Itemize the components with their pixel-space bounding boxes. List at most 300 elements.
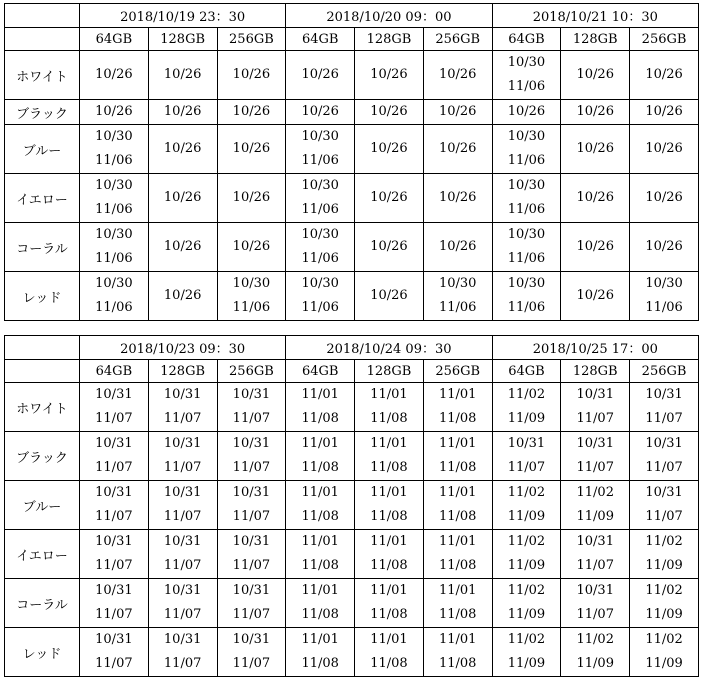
date-value: 10/30 bbox=[301, 178, 339, 193]
date-cell bbox=[561, 432, 630, 481]
date-value: 11/07 bbox=[232, 460, 271, 475]
date-value: 11/01 bbox=[370, 632, 408, 647]
date-cell bbox=[80, 383, 149, 432]
date-cell bbox=[630, 579, 699, 628]
date-value: 10/30 bbox=[507, 276, 546, 291]
date-value: 11/08 bbox=[370, 558, 408, 573]
date-value: 10/26 bbox=[370, 239, 408, 254]
date-value: 11/06 bbox=[645, 300, 683, 315]
date-cell bbox=[217, 174, 286, 223]
date-value: 10/26 bbox=[370, 141, 408, 156]
date-cell bbox=[80, 272, 149, 321]
date-value: 10/26 bbox=[438, 190, 477, 205]
date-value: 10/26 bbox=[232, 67, 271, 82]
date-cell bbox=[80, 51, 149, 100]
date-cell bbox=[492, 579, 561, 628]
date-cell bbox=[630, 100, 699, 125]
date-value: 10/26 bbox=[576, 104, 614, 119]
date-value: 11/07 bbox=[576, 411, 614, 426]
date-cell bbox=[630, 628, 699, 677]
capacity-header: 256GB bbox=[217, 28, 286, 51]
date-value: 11/07 bbox=[576, 460, 614, 475]
date-cell bbox=[492, 432, 561, 481]
date-cell bbox=[561, 174, 630, 223]
date-cell bbox=[355, 223, 424, 272]
date-value: 11/08 bbox=[301, 460, 339, 475]
date-cell bbox=[80, 125, 149, 174]
date-cell bbox=[355, 272, 424, 321]
date-value: 10/30 bbox=[301, 276, 339, 291]
date-value: 11/07 bbox=[95, 607, 133, 622]
date-cell bbox=[492, 272, 561, 321]
date-cell bbox=[80, 481, 149, 530]
date-cell bbox=[286, 174, 355, 223]
date-value: 11/09 bbox=[507, 509, 546, 524]
date-value: 11/01 bbox=[301, 436, 339, 451]
date-cell bbox=[217, 628, 286, 677]
color-label: ブラック bbox=[5, 432, 80, 481]
date-value: 10/30 bbox=[301, 129, 339, 144]
date-value: 10/26 bbox=[370, 190, 408, 205]
date-cell bbox=[217, 530, 286, 579]
date-value: 11/06 bbox=[301, 300, 339, 315]
date-cell bbox=[492, 174, 561, 223]
date-cell bbox=[286, 481, 355, 530]
date-cell bbox=[148, 272, 217, 321]
date-value: 11/07 bbox=[163, 460, 202, 475]
date-cell bbox=[355, 174, 424, 223]
date-value: 10/30 bbox=[507, 129, 546, 144]
date-value: 11/07 bbox=[163, 607, 202, 622]
date-value: 10/31 bbox=[232, 632, 271, 647]
date-cell bbox=[148, 125, 217, 174]
date-value: 11/01 bbox=[301, 583, 339, 598]
table-row bbox=[5, 51, 699, 100]
date-cell bbox=[286, 628, 355, 677]
date-cell bbox=[630, 432, 699, 481]
date-cell bbox=[561, 530, 630, 579]
date-cell bbox=[286, 100, 355, 125]
date-value: 10/26 bbox=[576, 239, 614, 254]
date-value: 11/09 bbox=[576, 509, 614, 524]
date-cell bbox=[80, 223, 149, 272]
color-label: レッド bbox=[5, 628, 80, 677]
date-value: 11/01 bbox=[301, 485, 339, 500]
date-value: 10/31 bbox=[576, 436, 614, 451]
date-cell bbox=[148, 223, 217, 272]
date-value: 11/07 bbox=[232, 558, 271, 573]
date-value: 10/31 bbox=[95, 534, 133, 549]
date-cell bbox=[423, 272, 492, 321]
date-value: 11/08 bbox=[438, 460, 477, 475]
date-value: 10/30 bbox=[507, 178, 546, 193]
date-value: 11/02 bbox=[507, 583, 546, 598]
datetime-header: 2018/10/21 10：30 bbox=[492, 4, 698, 28]
date-value: 10/30 bbox=[645, 276, 683, 291]
date-value: 10/31 bbox=[576, 534, 614, 549]
date-value: 10/30 bbox=[232, 276, 271, 291]
date-cell bbox=[561, 272, 630, 321]
date-value: 10/31 bbox=[232, 387, 271, 402]
color-label: コーラル bbox=[5, 223, 80, 272]
date-value: 10/26 bbox=[95, 104, 133, 119]
date-cell bbox=[286, 272, 355, 321]
date-value: 10/26 bbox=[645, 190, 683, 205]
date-value: 11/01 bbox=[370, 485, 408, 500]
date-cell bbox=[217, 51, 286, 100]
date-value: 11/06 bbox=[507, 79, 546, 94]
date-cell bbox=[492, 223, 561, 272]
date-cell bbox=[561, 125, 630, 174]
date-value: 11/07 bbox=[576, 558, 614, 573]
table-row bbox=[5, 383, 699, 432]
date-value: 11/06 bbox=[301, 251, 339, 266]
date-cell bbox=[148, 174, 217, 223]
date-cell bbox=[561, 579, 630, 628]
date-value: 10/31 bbox=[645, 387, 683, 402]
capacity-header: 64GB bbox=[286, 28, 355, 51]
date-cell bbox=[423, 481, 492, 530]
date-value: 10/26 bbox=[370, 67, 408, 82]
date-cell bbox=[630, 530, 699, 579]
capacity-header: 64GB bbox=[492, 28, 561, 51]
table-row bbox=[5, 125, 699, 174]
date-cell bbox=[492, 383, 561, 432]
date-value: 11/07 bbox=[645, 509, 683, 524]
color-label: ホワイト bbox=[5, 51, 80, 100]
date-value: 11/07 bbox=[645, 411, 683, 426]
date-value: 11/07 bbox=[95, 460, 133, 475]
date-value: 10/31 bbox=[232, 485, 271, 500]
date-cell bbox=[423, 579, 492, 628]
date-value: 10/31 bbox=[163, 387, 202, 402]
color-label: イエロー bbox=[5, 530, 80, 579]
date-cell bbox=[355, 628, 424, 677]
date-value: 11/01 bbox=[370, 387, 408, 402]
color-label: ホワイト bbox=[5, 383, 80, 432]
color-label: イエロー bbox=[5, 174, 80, 223]
date-value: 10/31 bbox=[163, 534, 202, 549]
date-cell bbox=[355, 579, 424, 628]
date-cell bbox=[630, 383, 699, 432]
date-value: 10/26 bbox=[163, 141, 202, 156]
date-value: 10/26 bbox=[576, 141, 614, 156]
date-cell bbox=[561, 628, 630, 677]
capacity-header: 128GB bbox=[355, 28, 424, 51]
date-value: 10/26 bbox=[645, 141, 683, 156]
date-cell bbox=[80, 174, 149, 223]
date-value: 10/31 bbox=[163, 485, 202, 500]
date-value: 10/31 bbox=[95, 485, 133, 500]
date-value: 10/30 bbox=[507, 227, 546, 242]
date-value: 11/02 bbox=[645, 583, 683, 598]
date-cell bbox=[217, 125, 286, 174]
date-value: 11/08 bbox=[370, 607, 408, 622]
date-value: 10/31 bbox=[576, 583, 614, 598]
date-value: 11/07 bbox=[163, 411, 202, 426]
date-value: 11/09 bbox=[507, 558, 546, 573]
date-value: 11/01 bbox=[438, 534, 477, 549]
table-row bbox=[5, 272, 699, 321]
date-value: 10/26 bbox=[645, 67, 683, 82]
date-cell bbox=[217, 223, 286, 272]
date-cell bbox=[80, 628, 149, 677]
date-value: 11/07 bbox=[163, 558, 202, 573]
date-cell bbox=[630, 481, 699, 530]
date-value: 11/06 bbox=[507, 202, 546, 217]
date-value: 11/09 bbox=[645, 656, 683, 671]
date-value: 10/31 bbox=[95, 436, 133, 451]
date-cell bbox=[561, 100, 630, 125]
date-cell bbox=[423, 125, 492, 174]
shipping-date-table-1 bbox=[4, 3, 699, 321]
date-cell bbox=[423, 383, 492, 432]
capacity-header: 64GB bbox=[286, 360, 355, 383]
date-value: 11/06 bbox=[301, 153, 339, 168]
date-value: 11/09 bbox=[507, 656, 546, 671]
date-value: 11/06 bbox=[95, 202, 133, 217]
table-row bbox=[5, 579, 699, 628]
date-value: 11/02 bbox=[645, 632, 683, 647]
date-value: 10/26 bbox=[163, 239, 202, 254]
table-row bbox=[5, 628, 699, 677]
datetime-header: 2018/10/20 09：00 bbox=[286, 4, 492, 28]
date-value: 11/02 bbox=[507, 632, 546, 647]
date-value: 11/09 bbox=[507, 607, 546, 622]
date-cell bbox=[630, 174, 699, 223]
date-value: 11/01 bbox=[370, 534, 408, 549]
date-value: 11/07 bbox=[576, 607, 614, 622]
date-value: 10/31 bbox=[163, 583, 202, 598]
date-value: 10/31 bbox=[95, 583, 133, 598]
date-cell bbox=[80, 432, 149, 481]
date-cell bbox=[217, 432, 286, 481]
date-value: 11/07 bbox=[645, 460, 683, 475]
date-value: 11/02 bbox=[645, 534, 683, 549]
date-value: 11/01 bbox=[301, 632, 339, 647]
date-value: 11/01 bbox=[301, 534, 339, 549]
date-value: 11/01 bbox=[438, 632, 477, 647]
date-cell bbox=[423, 51, 492, 100]
date-value: 10/26 bbox=[370, 288, 408, 303]
date-cell bbox=[561, 481, 630, 530]
date-cell bbox=[80, 579, 149, 628]
date-cell bbox=[423, 432, 492, 481]
date-value: 11/07 bbox=[507, 460, 546, 475]
date-cell bbox=[217, 272, 286, 321]
date-value: 11/07 bbox=[95, 509, 133, 524]
date-value: 10/30 bbox=[95, 276, 133, 291]
date-cell bbox=[355, 530, 424, 579]
date-value: 11/07 bbox=[232, 509, 271, 524]
date-value: 10/31 bbox=[232, 534, 271, 549]
date-cell bbox=[217, 383, 286, 432]
date-cell bbox=[286, 579, 355, 628]
datetime-header: 2018/10/19 23：30 bbox=[80, 4, 286, 28]
date-cell bbox=[492, 125, 561, 174]
date-value: 10/26 bbox=[232, 141, 271, 156]
date-cell bbox=[355, 481, 424, 530]
date-value: 11/02 bbox=[576, 485, 614, 500]
date-value: 10/26 bbox=[95, 67, 133, 82]
capacity-header: 256GB bbox=[630, 28, 699, 51]
capacity-header: 64GB bbox=[80, 360, 149, 383]
table-row bbox=[5, 100, 699, 125]
header-row-capacities bbox=[5, 28, 699, 51]
date-value: 11/01 bbox=[438, 436, 477, 451]
date-cell bbox=[355, 125, 424, 174]
date-cell bbox=[217, 100, 286, 125]
date-value: 11/06 bbox=[507, 251, 546, 266]
date-value: 10/31 bbox=[507, 436, 546, 451]
date-value: 11/06 bbox=[95, 251, 133, 266]
date-value: 11/09 bbox=[645, 607, 683, 622]
date-value: 10/26 bbox=[438, 141, 477, 156]
date-cell bbox=[492, 628, 561, 677]
date-value: 10/31 bbox=[232, 583, 271, 598]
date-cell bbox=[148, 481, 217, 530]
date-value: 11/07 bbox=[163, 509, 202, 524]
date-value: 11/07 bbox=[95, 558, 133, 573]
date-value: 10/30 bbox=[301, 227, 339, 242]
date-cell bbox=[355, 51, 424, 100]
date-value: 10/26 bbox=[232, 104, 271, 119]
date-value: 10/30 bbox=[507, 55, 546, 70]
capacity-header: 64GB bbox=[80, 28, 149, 51]
capacity-header: 256GB bbox=[217, 360, 286, 383]
date-cell bbox=[561, 383, 630, 432]
date-value: 11/02 bbox=[576, 632, 614, 647]
date-value: 11/06 bbox=[95, 300, 133, 315]
date-value: 11/08 bbox=[438, 509, 477, 524]
table-row bbox=[5, 174, 699, 223]
date-value: 11/06 bbox=[301, 202, 339, 217]
date-cell bbox=[630, 51, 699, 100]
date-value: 11/08 bbox=[438, 558, 477, 573]
date-value: 10/31 bbox=[232, 436, 271, 451]
date-value: 11/01 bbox=[370, 436, 408, 451]
date-value: 11/07 bbox=[232, 411, 271, 426]
date-value: 10/30 bbox=[95, 129, 133, 144]
capacity-header: 128GB bbox=[355, 360, 424, 383]
corner-cell bbox=[5, 336, 80, 360]
date-value: 10/31 bbox=[645, 485, 683, 500]
date-value: 10/26 bbox=[301, 67, 339, 82]
header-row-datetimes bbox=[5, 336, 699, 360]
table-row bbox=[5, 432, 699, 481]
date-cell bbox=[492, 530, 561, 579]
date-value: 10/31 bbox=[576, 387, 614, 402]
date-cell bbox=[355, 383, 424, 432]
color-label: ブルー bbox=[5, 481, 80, 530]
date-value: 11/08 bbox=[301, 411, 339, 426]
date-cell bbox=[561, 223, 630, 272]
date-value: 11/08 bbox=[370, 509, 408, 524]
capacity-header: 256GB bbox=[423, 360, 492, 383]
header-row-capacities bbox=[5, 360, 699, 383]
date-value: 10/31 bbox=[163, 632, 202, 647]
capacity-header: 128GB bbox=[148, 360, 217, 383]
date-cell bbox=[355, 100, 424, 125]
header-row-datetimes bbox=[5, 4, 699, 28]
date-value: 10/26 bbox=[370, 104, 408, 119]
date-value: 11/08 bbox=[438, 411, 477, 426]
date-cell bbox=[286, 530, 355, 579]
date-value: 10/26 bbox=[232, 239, 271, 254]
table-row bbox=[5, 481, 699, 530]
date-value: 11/01 bbox=[301, 387, 339, 402]
date-value: 11/07 bbox=[232, 656, 271, 671]
date-cell bbox=[492, 481, 561, 530]
date-value: 10/31 bbox=[163, 436, 202, 451]
color-label: コーラル bbox=[5, 579, 80, 628]
date-cell bbox=[286, 383, 355, 432]
date-cell bbox=[355, 432, 424, 481]
date-value: 11/08 bbox=[438, 656, 477, 671]
date-value: 10/26 bbox=[576, 190, 614, 205]
date-cell bbox=[217, 481, 286, 530]
datetime-header: 2018/10/24 09：30 bbox=[286, 336, 492, 360]
date-value: 11/06 bbox=[232, 300, 271, 315]
date-cell bbox=[148, 51, 217, 100]
date-value: 10/26 bbox=[163, 190, 202, 205]
date-value: 11/09 bbox=[645, 558, 683, 573]
date-value: 11/08 bbox=[301, 509, 339, 524]
date-value: 10/30 bbox=[95, 227, 133, 242]
date-cell bbox=[286, 125, 355, 174]
date-value: 11/08 bbox=[370, 460, 408, 475]
date-value: 11/08 bbox=[301, 656, 339, 671]
date-cell bbox=[148, 383, 217, 432]
date-value: 10/31 bbox=[95, 387, 133, 402]
date-cell bbox=[492, 51, 561, 100]
date-cell bbox=[148, 100, 217, 125]
date-value: 11/07 bbox=[232, 607, 271, 622]
date-value: 10/26 bbox=[438, 239, 477, 254]
corner-cell bbox=[5, 4, 80, 28]
date-value: 11/06 bbox=[95, 153, 133, 168]
date-cell bbox=[286, 223, 355, 272]
date-value: 10/26 bbox=[507, 104, 546, 119]
date-cell bbox=[148, 628, 217, 677]
date-value: 10/26 bbox=[163, 288, 202, 303]
date-cell bbox=[630, 223, 699, 272]
date-cell bbox=[492, 100, 561, 125]
date-cell bbox=[80, 530, 149, 579]
date-value: 11/01 bbox=[438, 583, 477, 598]
date-value: 11/02 bbox=[507, 387, 546, 402]
date-cell bbox=[148, 579, 217, 628]
corner-cell bbox=[5, 360, 80, 383]
date-value: 10/26 bbox=[163, 67, 202, 82]
date-value: 11/06 bbox=[507, 300, 546, 315]
date-value: 11/07 bbox=[95, 411, 133, 426]
capacity-header: 256GB bbox=[630, 360, 699, 383]
color-label: ブラック bbox=[5, 100, 80, 125]
date-value: 11/08 bbox=[301, 607, 339, 622]
date-cell bbox=[423, 628, 492, 677]
date-value: 10/26 bbox=[438, 67, 477, 82]
date-cell bbox=[423, 223, 492, 272]
date-value: 11/08 bbox=[438, 607, 477, 622]
date-value: 11/08 bbox=[370, 656, 408, 671]
capacity-header: 64GB bbox=[492, 360, 561, 383]
date-value: 10/26 bbox=[301, 104, 339, 119]
date-value: 11/02 bbox=[507, 485, 546, 500]
date-value: 11/02 bbox=[507, 534, 546, 549]
date-value: 10/30 bbox=[95, 178, 133, 193]
date-cell bbox=[217, 579, 286, 628]
